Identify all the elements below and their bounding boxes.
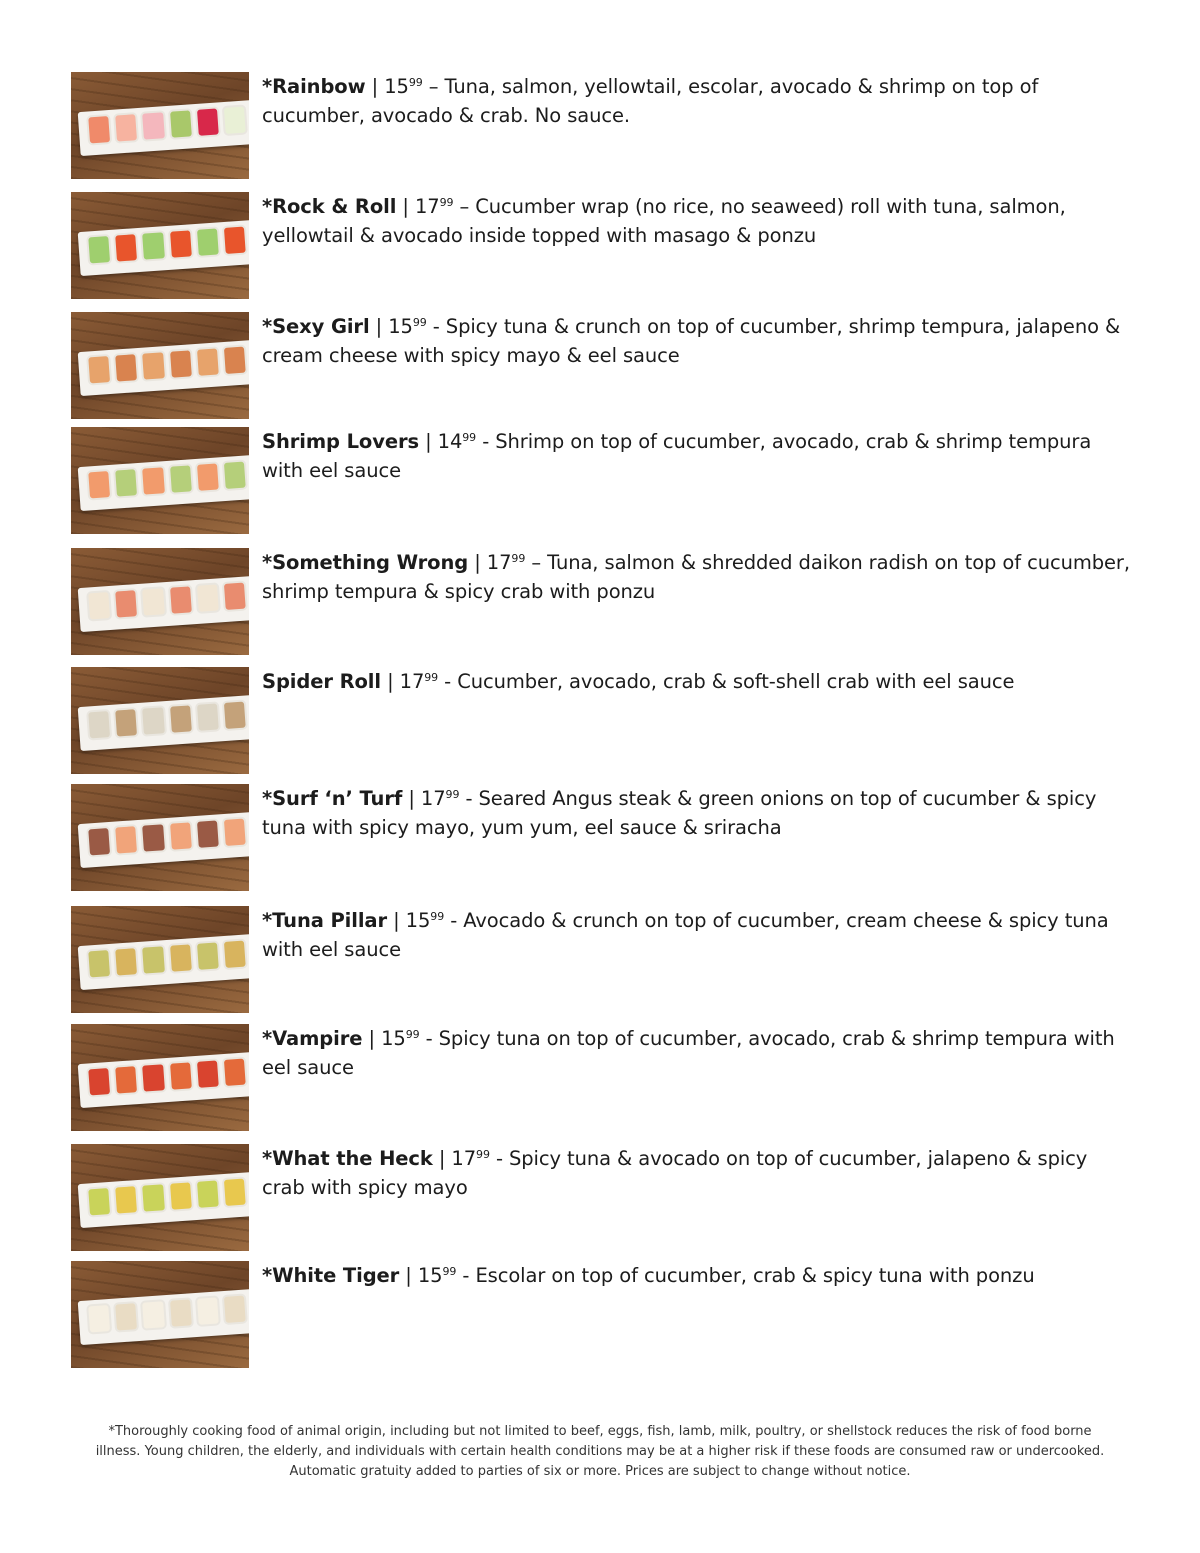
item-description-block: Spider Roll | $17^{99}$ - Cucumber, avocado, crab & soft-shell crab with eel sauce — [262, 670, 1015, 693]
menu-item-spider-roll — [71, 667, 1141, 775]
sushi-photo — [71, 667, 249, 774]
item-price: $17^{99}$ — [399, 670, 439, 693]
item-name: Shrimp Lovers — [262, 430, 419, 453]
disclaimer-line: illness. Young children, the elderly, and individuals with certain health conditions may be at a higher risk if these foods are consumed raw or undercooked. — [95, 1444, 1105, 1459]
sushi-piece — [86, 1303, 112, 1335]
sushi-piece — [140, 1062, 166, 1094]
sushi-piece — [195, 346, 221, 378]
item-price: $17^{99}$ — [414, 195, 454, 218]
item-name: *Vampire — [262, 1027, 363, 1050]
sushi-piece — [222, 1176, 248, 1208]
price-separator: | — [418, 430, 438, 453]
sushi-photo — [71, 312, 249, 419]
sushi-piece — [86, 948, 112, 980]
item-description-block: *Something Wrong | $17^{99}$ – Tuna, salmon & shredded daikon radish on top of cucumber, shrimp tempura & spicy crab with ponzu — [262, 551, 1130, 603]
item-description: Spicy tuna on top of cucumber, avocado, crab & shrimp tempura with eel sauce — [262, 1027, 1115, 1079]
sushi-piece — [195, 582, 221, 614]
item-price: $15^{99}$ — [384, 75, 423, 98]
sushi-piece — [167, 1297, 193, 1329]
sushi-piece — [222, 580, 248, 612]
item-description: Tuna, salmon & shredded daikon radish on top of cucumber, shrimp tempura & spicy crab with ponzu — [262, 551, 1130, 603]
sushi-piece — [86, 709, 112, 741]
sushi-piece — [222, 938, 248, 970]
sushi-piece — [195, 701, 221, 733]
menu-item-vampire — [71, 1024, 1141, 1132]
item-price: $17^{99}$ — [451, 1147, 490, 1170]
menu-item-what-the-heck — [71, 1144, 1141, 1252]
item-name: *Tuna Pillar — [262, 909, 387, 932]
sushi-photo — [71, 906, 249, 1013]
sushi-piece — [113, 707, 139, 739]
item-description-block: *Rainbow | $15^{99}$ – Tuna, salmon, yellowtail, escolar, avocado & shrimp on top of cucumber, avocado & crab. No sauce. — [262, 75, 1039, 127]
sushi-piece — [195, 818, 221, 850]
item-name: *Something Wrong — [262, 551, 469, 574]
sushi-piece — [86, 1186, 112, 1218]
item-price: $14^{99}$ — [437, 430, 477, 453]
menu-item-shrimp-lovers — [71, 427, 1141, 535]
sushi-piece — [140, 705, 166, 737]
sushi-piece — [140, 1299, 166, 1331]
sushi-piece — [140, 822, 166, 854]
item-price: $15^{99}$ — [388, 315, 427, 338]
sushi-piece — [222, 699, 248, 731]
sushi-photo — [71, 548, 249, 655]
sushi-piece — [222, 224, 248, 256]
sushi-piece — [222, 816, 248, 848]
sushi-piece — [167, 108, 193, 140]
sushi-piece — [86, 469, 112, 501]
sushi-piece — [195, 1295, 221, 1327]
sushi-piece — [195, 1178, 221, 1210]
sushi-piece — [113, 352, 139, 384]
sushi-piece — [167, 463, 193, 495]
sushi-photo — [71, 784, 249, 891]
sushi-piece — [86, 1066, 112, 1098]
sushi-piece — [222, 104, 248, 136]
sushi-piece — [140, 350, 166, 382]
item-name: *White Tiger — [262, 1264, 400, 1287]
sushi-photo — [71, 1261, 249, 1368]
sushi-piece — [140, 1182, 166, 1214]
disclaimer-line: Automatic gratuity added to parties of six or more. Prices are subject to change without notice. — [289, 1464, 911, 1479]
item-price: $15^{99}$ — [417, 1264, 457, 1287]
item-description: Cucumber, avocado, crab & soft-shell crab with eel sauce — [457, 670, 1015, 693]
price-separator: | — [362, 1027, 382, 1050]
sushi-piece — [140, 465, 166, 497]
sushi-photo — [71, 1024, 249, 1131]
sushi-piece — [113, 1184, 139, 1216]
sushi-photo — [71, 1144, 249, 1251]
item-name: *Rock & Roll — [262, 195, 397, 218]
sushi-piece — [140, 586, 166, 618]
item-description: Spicy tuna & avocado on top of cucumber, jalapeno & spicy crab with spicy mayo — [262, 1147, 1088, 1199]
item-description-block: *Surf ‘n’ Turf | $17^{99}$ - Seared Angus steak & green onions on top of cucumber & spicy tuna with spicy mayo, yum yum, eel sauce & sriracha — [262, 787, 1097, 839]
item-price: $17^{99}$ — [420, 787, 460, 810]
item-description-block: *Sexy Girl | $15^{99}$ - Spicy tuna & crunch on top of cucumber, shrimp tempura, jalapeno & cream cheese with spicy mayo & eel sauce — [262, 315, 1121, 367]
price-separator: | — [387, 909, 406, 932]
sushi-piece — [195, 226, 221, 258]
sushi-piece — [167, 1060, 193, 1092]
item-description-block: *White Tiger | $15^{99}$ - Escolar on top of cucumber, crab & spicy tuna with ponzu — [262, 1264, 1035, 1287]
sushi-piece — [222, 459, 248, 491]
sushi-piece — [222, 344, 248, 376]
menu-item-white-tiger — [71, 1261, 1141, 1369]
sushi-piece — [167, 942, 193, 974]
price-separator: | — [399, 1264, 418, 1287]
sushi-piece — [113, 112, 139, 144]
item-description: Tuna, salmon, yellowtail, escolar, avocado & shrimp on top of cucumber, avocado & crab. No sauce. — [262, 75, 1039, 127]
sushi-piece — [86, 114, 112, 146]
menu-item-rainbow — [71, 72, 1141, 180]
price-separator: | — [365, 75, 385, 98]
food-safety-disclaimer — [60, 1422, 1140, 1482]
item-description: Escolar on top of cucumber, crab & spicy tuna with ponzu — [475, 1264, 1035, 1287]
sushi-piece — [167, 1180, 193, 1212]
item-name: Spider Roll — [262, 670, 381, 693]
menu-item-surf-n-turf — [71, 784, 1141, 892]
sushi-piece — [140, 944, 166, 976]
sushi-piece — [195, 106, 221, 138]
sushi-piece — [86, 234, 112, 266]
menu-item-something-wrong — [71, 548, 1141, 656]
price-separator: | — [396, 195, 415, 218]
item-price: $17^{99}$ — [486, 551, 526, 574]
sushi-piece — [140, 230, 166, 262]
sushi-piece — [222, 1056, 248, 1088]
item-description-block: *Tuna Pillar | $15^{99}$ - Avocado & crunch on top of cucumber, cream cheese & spicy tuna with eel sauce — [262, 909, 1109, 961]
sushi-piece — [113, 467, 139, 499]
item-price: $15^{99}$ — [405, 909, 445, 932]
item-description: Seared Angus steak & green onions on top of cucumber & spicy tuna with spicy mayo, yum yum, eel sauce & sriracha — [262, 787, 1097, 839]
price-separator: | — [468, 551, 487, 574]
sushi-piece — [195, 1058, 221, 1090]
sushi-piece — [195, 461, 221, 493]
menu-item-tuna-pillar — [71, 906, 1141, 1014]
item-price: $15^{99}$ — [381, 1027, 420, 1050]
price-separator: | — [432, 1147, 452, 1170]
price-separator: | — [369, 315, 389, 338]
item-name: *Surf ‘n’ Turf — [262, 787, 403, 810]
sushi-piece — [167, 348, 193, 380]
sushi-piece — [140, 110, 166, 142]
item-description-block: *What the Heck | $17^{99}$ - Spicy tuna & avocado on top of cucumber, jalapeno & spicy crab with spicy mayo — [262, 1147, 1088, 1199]
item-description-block: Shrimp Lovers | $14^{99}$ - Shrimp on top of cucumber, avocado, crab & shrimp tempura with eel sauce — [262, 430, 1092, 482]
sushi-photo — [71, 192, 249, 299]
sushi-piece — [167, 820, 193, 852]
sushi-piece — [222, 1293, 248, 1325]
sushi-piece — [113, 588, 139, 620]
sushi-piece — [113, 946, 139, 978]
sushi-photo — [71, 427, 249, 534]
item-name: *What the Heck — [262, 1147, 433, 1170]
item-description: Avocado & crunch on top of cucumber, cream cheese & spicy tuna with eel sauce — [262, 909, 1109, 961]
sushi-piece — [113, 824, 139, 856]
item-description: Shrimp on top of cucumber, avocado, crab & shrimp tempura with eel sauce — [262, 430, 1092, 482]
disclaimer-line: *Thoroughly cooking food of animal origin, including but not limited to beef, eggs, fish, lamb, milk, poultry, or shellstock reduces the risk of food borne — [108, 1424, 1092, 1439]
sushi-piece — [113, 1301, 139, 1333]
menu-item-rock-and-roll — [71, 192, 1141, 300]
sushi-piece — [113, 1064, 139, 1096]
sushi-piece — [86, 826, 112, 858]
item-description-block: *Vampire | $15^{99}$ - Spicy tuna on top of cucumber, avocado, crab & shrimp tempura with eel sauce — [262, 1027, 1115, 1079]
menu-item-sexy-girl — [71, 312, 1141, 420]
item-description-block: *Rock & Roll | $17^{99}$ – Cucumber wrap (no rice, no seaweed) roll with tuna, salmon, yellowtail & avocado inside topped with masago & ponzu — [262, 195, 1066, 247]
item-name: *Rainbow — [262, 75, 366, 98]
sushi-piece — [167, 228, 193, 260]
price-separator: | — [402, 787, 421, 810]
item-description: Cucumber wrap (no rice, no seaweed) roll with tuna, salmon, yellowtail & avocado inside topped with masago & ponzu — [262, 195, 1066, 247]
price-separator: | — [380, 670, 400, 693]
sushi-piece — [167, 703, 193, 735]
sushi-piece — [195, 940, 221, 972]
item-name: *Sexy Girl — [262, 315, 370, 338]
sushi-photo — [71, 72, 249, 179]
sushi-piece — [113, 232, 139, 264]
sushi-piece — [86, 590, 112, 622]
item-description: Spicy tuna & crunch on top of cucumber, shrimp tempura, jalapeno & cream cheese with spicy mayo & eel sauce — [262, 315, 1121, 367]
sushi-piece — [86, 354, 112, 386]
sushi-piece — [167, 584, 193, 616]
